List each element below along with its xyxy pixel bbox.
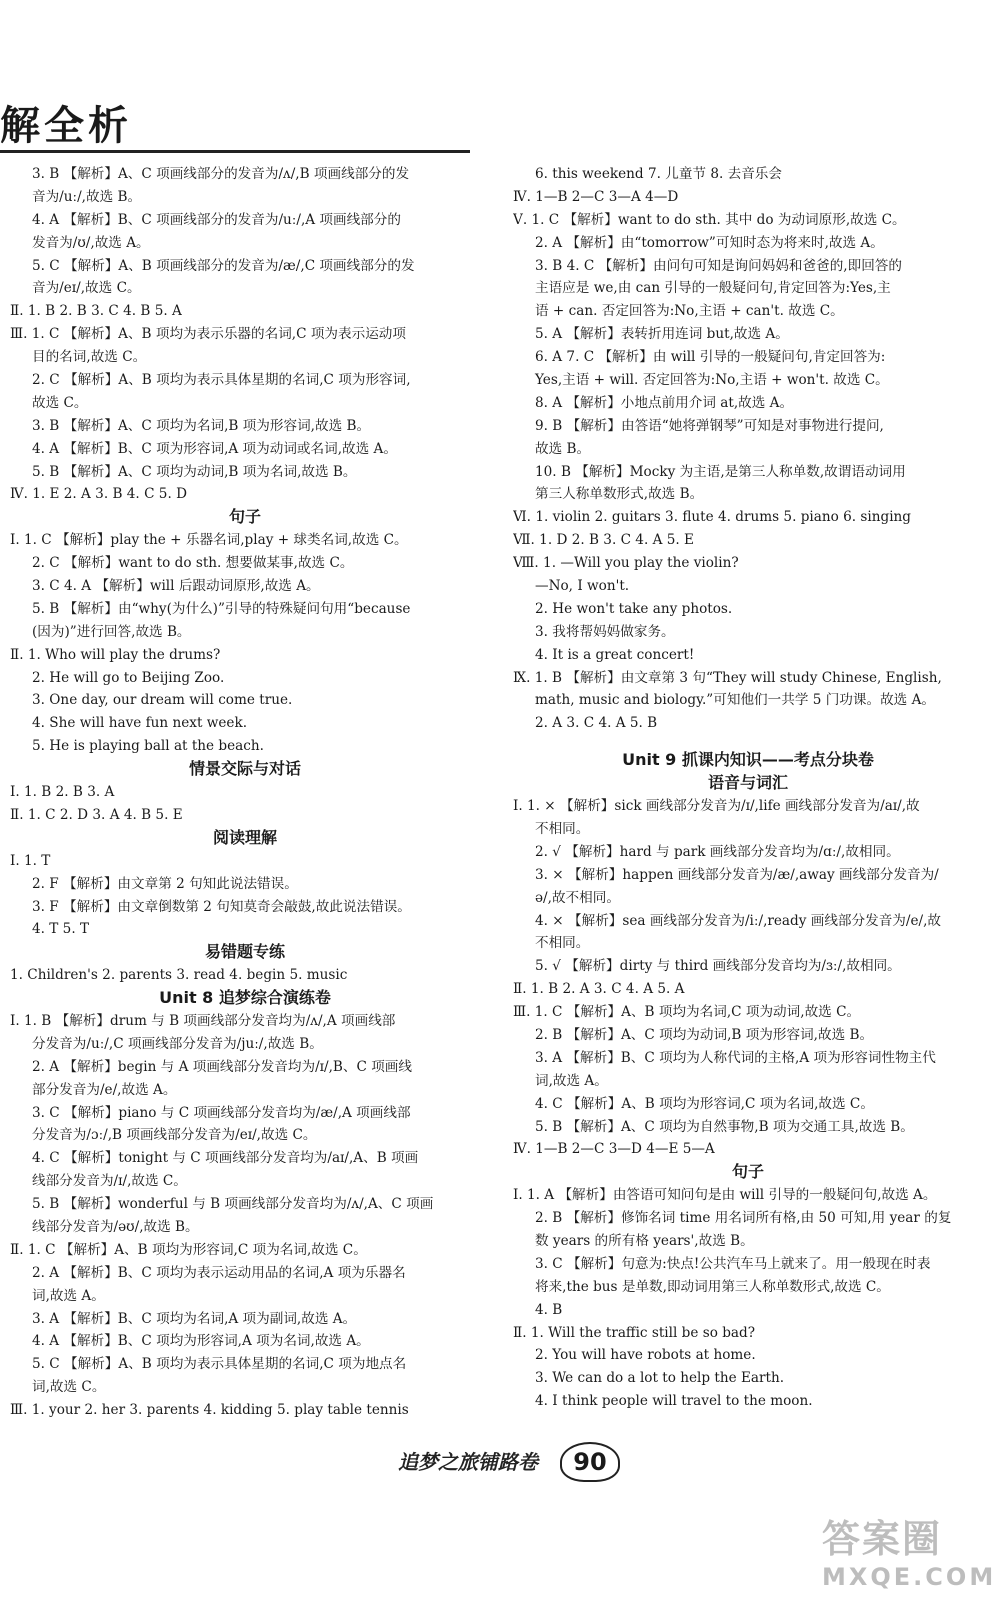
answer-line: Ⅰ. 1. B 【解析】drum 与 B 项画线部分发音均为/ʌ/,A 项画线部 [10,1012,396,1029]
answer-line: Ⅱ. 1. C 【解析】A、B 项均为形容词,C 项为名词,故选 C。 [10,1241,367,1258]
answer-line: Ⅳ. 1—B 2—C 3—D 4—E 5—A [513,1141,715,1158]
answer-line: 3. B 【解析】A、C 项画线部分的发音为/ʌ/,B 项画线部分的发 [32,166,410,182]
answer-line: 5. B 【解析】A、C 项均为自然事物,B 项为交通工具,故选 B。 [535,1118,914,1135]
section-heading: Unit 9 抓课内知识——考点分块卷 [622,750,874,770]
answer-line: 语 + can. 否定回答为:No,主语 + can't. 故选 C。 [535,303,844,320]
answer-line: Ⅱ. 1. Will the traffic still be so bad? [513,1324,756,1341]
answer-line: 10. B 【解析】Mocky 为主语,是第三人称单数,故谓语动词用 [535,463,906,480]
answer-line: 3. A 【解析】B、C 项均为人称代词的主格,A 项为形容词性物主代 [535,1049,936,1066]
answer-line: 2. C 【解析】want to do sth. 想要做某事,故选 C。 [32,555,354,572]
answer-line: 2. √ 【解析】hard 与 park 画线部分发音均为/ɑː/,故相同。 [535,843,900,860]
answer-line: 2. B 【解析】修饰名词 time 用名词所有格,由 50 可知,用 year 的复 [535,1210,952,1227]
answer-line: 线部分发音为/ɪ/,故选 C。 [32,1173,187,1190]
answer-line: 6. this weekend 7. 儿童节 8. 去音乐会 [535,166,782,182]
answer-line: 4. A 【解析】B、C 项画线部分的发音为/uː/,A 项画线部分的 [32,211,401,228]
answer-line: 4. I think people will travel to the moon. [535,1393,813,1410]
answer-line: Yes,主语 + will. 否定回答为:No,主语 + won't. 故选 C。 [535,372,889,389]
answer-line: Ⅰ. 1. B 2. B 3. A [10,784,115,801]
answer-line: 4. A 【解析】B、C 项均为形容词,A 项为名词,故选 A。 [32,1333,370,1350]
answer-line: 数 years 的所有格 years',故选 B。 [535,1232,754,1249]
answer-line: 5. B 【解析】由“why(为什么)”引导的特殊疑问句用“because [32,600,411,617]
answer-line: Ⅳ. 1. E 2. A 3. B 4. C 5. D [10,486,187,503]
answer-line: 第三人称单数形式,故选 B。 [535,486,704,503]
answer-line: 3. We can do a lot to help the Earth. [535,1370,785,1387]
page-title: 解全析 [0,103,132,149]
answer-line: 5. B 【解析】wonderful 与 B 项画线部分发音均为/ʌ/,A、C 项画 [32,1196,434,1213]
answer-line: 词,故选 A。 [535,1072,608,1089]
answer-line: Ⅲ. 1. C 【解析】A、B 项均为名词,C 项为动词,故选 C。 [513,1004,861,1021]
answer-line: 4. A 【解析】B、C 项为形容词,A 项为动词或名词,故选 A。 [32,440,397,457]
watermark-logo: 答案圈 [822,1517,943,1561]
answer-line: 2. He will go to Beijing Zoo. [32,669,225,686]
section-heading: Unit 8 追梦综合演练卷 [159,988,331,1008]
answer-line: 主语应是 we,由 can 引导的一般疑问句,肯定回答为:Yes,主 [535,280,891,297]
answer-line: Ⅱ. 1. Who will play the drums? [10,646,221,663]
page-footer [0,1436,996,1496]
answer-line: 3. B 【解析】A、C 项均为名词,B 项为形容词,故选 B。 [32,417,371,434]
answer-line: 不相同。 [535,935,590,952]
answer-line: ə/,故不相同。 [535,889,620,906]
answer-line: 2. A 【解析】B、C 项均为表示运动用品的名词,A 项为乐器名 [32,1264,406,1281]
answer-line: 音为/eɪ/,故选 C。 [32,280,141,297]
answer-line: 8. A 【解析】小地点前用介词 at,故选 A。 [535,394,794,411]
answer-line: Ⅳ. 1—B 2—C 3—A 4—D [513,188,679,205]
section-heading: 阅读理解 [212,827,277,847]
answer-line: 发音为/ʊ/,故选 A。 [32,234,150,251]
title-divider [0,150,470,153]
answer-line: 4. B [535,1301,563,1318]
answer-line: Ⅵ. 1. violin 2. guitars 3. flute 4. drums 5. piano 6. singing [513,509,912,526]
answer-line: Ⅱ. 1. B 2. B 3. C 4. B 5. A [10,303,182,320]
answer-line: 4. T 5. T [32,921,90,938]
answer-line: Ⅲ. 1. your 2. her 3. parents 4. kidding 5. play table tennis [10,1402,409,1419]
right-column [513,163,983,1413]
answer-line: 3. A 【解析】B、C 项均为名词,A 项为副词,故选 A。 [32,1310,357,1327]
section-heading: 易错题专练 [204,942,285,962]
answer-line: Ⅰ. 1. × 【解析】sick 画线部分发音为/ɪ/,life 画线部分发音为/aɪ/,故 [513,798,920,815]
answer-line: 故选 C。 [32,394,88,411]
section-heading: 情景交际与对话 [188,759,301,779]
answer-line: 3. C 【解析】piano 与 C 项画线部分发音均为/æ/,A 项画线部 [32,1104,411,1121]
answer-line: 5. He is playing ball at the beach. [32,738,264,755]
answer-line: (因为)”进行回答,故选 B。 [32,623,191,640]
answer-line: Ⅴ. 1. C 【解析】want to do sth. 其中 do 为动词原形,故选 C。 [513,211,906,228]
answer-line: Ⅰ. 1. A 【解析】由答语可知问句是由 will 引导的一般疑问句,故选 A。 [513,1187,937,1204]
answer-line: 5. A 【解析】表转折用连词 but,故选 A。 [535,326,789,343]
answer-line: Ⅱ. 1. B 2. A 3. C 4. A 5. A [513,981,685,998]
answer-line: 词,故选 A。 [32,1287,105,1304]
answer-line: Ⅱ. 1. C 2. D 3. A 4. B 5. E [10,806,183,823]
answer-line: 2. A 【解析】begin 与 A 项画线部分发音均为/ɪ/,B、C 项画线 [32,1058,412,1075]
answer-line: 6. A 7. C 【解析】由 will 引导的一般疑问句,肯定回答为: [535,349,886,366]
answer-line: Ⅲ. 1. C 【解析】A、B 项均为表示乐器的名词,C 项为表示运动项 [10,326,406,343]
answer-line: 4. It is a great concert! [535,646,695,663]
answer-line: Ⅸ. 1. B 【解析】由文章第 3 句“They will study Chinese, English, [513,669,942,686]
answer-line: math, music and biology.”可知他们一共学 5 门功课。故选 A。 [535,692,935,709]
answer-line: 5. C 【解析】A、B 项画线部分的发音为/æ/,C 项画线部分的发 [32,257,415,274]
watermark [822,1508,996,1598]
answer-line: 将来,the bus 是单数,即动词用第三人称单数形式,故选 C。 [535,1278,890,1295]
answer-line: Ⅷ. 1. —Will you play the violin? [513,555,739,572]
answer-line: 2. B 【解析】A、C 项均为动词,B 项为形容词,故选 B。 [535,1026,874,1043]
answer-line: Ⅰ. 1. C 【解析】play the + 乐器名词,play + 球类名词,故选 C。 [10,532,408,549]
answer-line: 不相同。 [535,820,590,837]
answer-line: 5. C 【解析】A、B 项均为表示具体星期的名词,C 项为地点名 [32,1356,407,1373]
section-heading: 语音与词汇 [707,773,788,793]
answer-line: 4. C 【解析】tonight 与 C 项画线部分发音均为/aɪ/,A、B 项画 [32,1150,419,1167]
answer-line: 线部分发音为/əʊ/,故选 B。 [32,1218,199,1235]
answer-line: 部分发音为/e/,故选 A。 [32,1081,177,1098]
answer-line: 分发音为/uː/,C 项画线部分发音为/juː/,故选 B。 [32,1035,323,1052]
answer-line: 目的名词,故选 C。 [32,349,147,366]
left-column [10,163,480,1422]
answer-line: 故选 B。 [535,440,591,457]
answer-line: 3. One day, our dream will come true. [32,692,293,709]
answer-line: 3. C 4. A 【解析】will 后跟动词原形,故选 A。 [32,578,320,595]
answer-line: —No, I won't. [535,578,630,595]
answer-line: 分发音为/ɔː/,B 项画线部分发音为/eɪ/,故选 C。 [32,1127,317,1144]
section-heading: 句子 [731,1162,764,1182]
answer-line: Ⅶ. 1. D 2. B 3. C 4. A 5. E [513,532,694,549]
answer-line: 9. B 【解析】由答语“她将弹钢琴”可知是对事物进行提问, [535,417,884,434]
answer-line: 4. × 【解析】sea 画线部分发音为/iː/,ready 画线部分发音为/e/,故 [535,912,942,929]
answer-line: 2. C 【解析】A、B 项均为表示具体星期的名词,C 项为形容词, [32,372,411,389]
answer-line: 4. She will have fun next week. [32,715,248,732]
section-heading: 句子 [228,507,261,527]
answer-line: Ⅰ. 1. T [10,852,51,869]
answer-line: 2. You will have robots at home. [535,1347,756,1364]
answer-line: 3. 我将帮妈妈做家务。 [535,623,675,640]
answer-line: 2. F 【解析】由文章第 2 句知此说法错误。 [32,875,298,892]
answer-line: 词,故选 C。 [32,1379,106,1396]
answer-line: 2. A 3. C 4. A 5. B [535,715,658,732]
answer-line: 3. B 4. C 【解析】由问句可知是询问妈妈和爸爸的,即回答的 [535,257,902,274]
answer-line: 5. B 【解析】A、C 项均为动词,B 项为名词,故选 B。 [32,463,357,480]
answer-line: 3. × 【解析】happen 画线部分发音为/æ/,away 画线部分发音为/ [535,866,939,883]
footer-brand: 追梦之旅铺路卷 [398,1450,538,1474]
watermark-url: MXQE.COM [822,1563,996,1591]
answer-line: 2. A 【解析】由“tomorrow”可知时态为将来时,故选 A。 [535,234,884,251]
answer-line: 5. √ 【解析】dirty 与 third 画线部分发音均为/ɜː/,故相同。 [535,958,901,975]
answer-line: 4. C 【解析】A、B 项均为形容词,C 项为名词,故选 C。 [535,1095,874,1112]
answer-line: 3. C 【解析】句意为:快点!公共汽车马上就来了。用一般现在时表 [535,1255,931,1272]
answer-line: 3. F 【解析】由文章倒数第 2 句知莫奇会敲鼓,故此说法错误。 [32,898,411,915]
page-number: 90 [560,1442,620,1482]
answer-line: 2. He won't take any photos. [535,600,733,617]
page-header [0,100,500,160]
answer-line: 音为/uː/,故选 B。 [32,188,142,205]
answer-line: 1. Children's 2. parents 3. read 4. begin 5. music [10,967,348,984]
